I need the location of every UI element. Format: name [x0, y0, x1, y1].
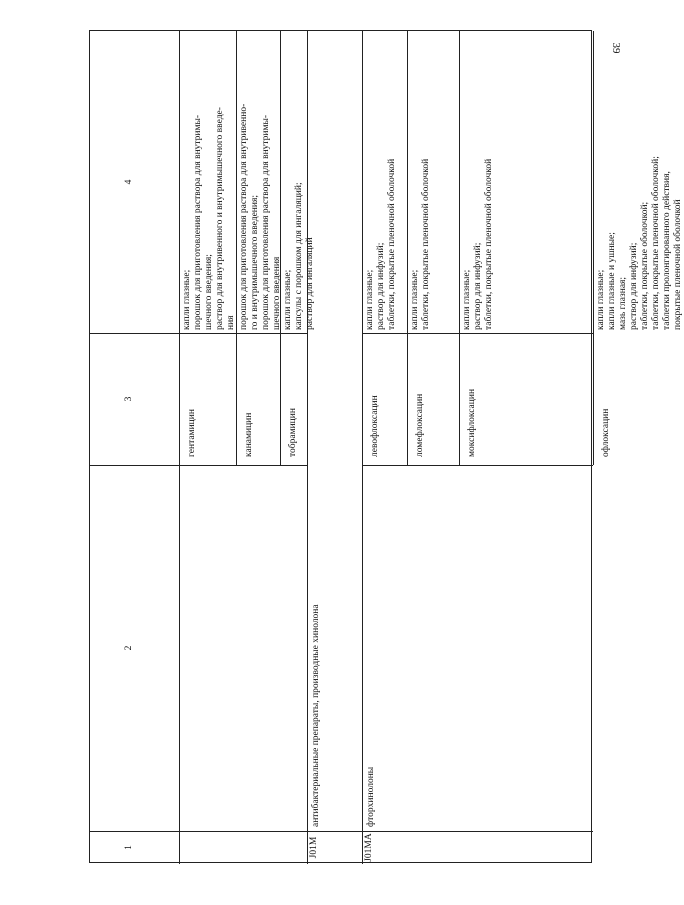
row-5-forms-line: капли глазные; — [410, 269, 420, 330]
row-1-forms-line: порошок для приготовления раствора для внутримы- — [261, 114, 271, 330]
row-4-forms-line: капли глазные; — [365, 269, 375, 330]
header-col2-line: 2 — [124, 645, 134, 651]
row-1-forms-line: шечного введения — [272, 256, 282, 330]
row-6-substance — [467, 341, 478, 457]
row-4-group-line: фторхинолоны — [366, 766, 376, 827]
row-1-substance-line: канамицин — [244, 412, 254, 457]
header-col3-line: 3 — [124, 396, 134, 402]
row-7-forms-line: таблетки пролонгированного действия, — [662, 171, 672, 330]
row-4-forms-line: раствор для инфузий; — [376, 242, 386, 330]
row-1-forms-line: порошок для приготовления раствора для внутривенно- — [239, 103, 249, 330]
header-col4-line: 4 — [124, 179, 134, 185]
row-4-code — [364, 833, 375, 862]
row-7-forms-line: покрытые пленочной оболочкой — [673, 199, 683, 330]
row-3-code — [309, 833, 320, 862]
row-7-forms-line: капли глазные и ушные; — [607, 232, 617, 330]
row-7-forms-line: раствор для инфузий; — [629, 242, 639, 330]
row-7-forms-line: таблетки, покрытые оболочкой; — [640, 201, 650, 330]
row-4-substance — [370, 341, 381, 457]
row-7-forms — [596, 34, 684, 330]
row-6-forms-line: капли глазные; — [462, 269, 472, 330]
row-2-forms-line: капли глазные; — [283, 269, 293, 330]
page-number: 39 — [610, 42, 622, 54]
row-6-forms-line: раствор для инфузий; — [473, 242, 483, 330]
row-5-substance-line: ломефлоксацин — [415, 393, 425, 457]
row-0-forms-line: порошок для приготовления раствора для внутримы- — [193, 114, 203, 330]
row-0-forms-line: раствор для внутривенного и внутримышечного введе- — [215, 107, 225, 330]
row-7-substance-line: офлоксацин — [601, 408, 611, 457]
row-0-forms-line: шечного введения; — [204, 254, 214, 330]
header-col3 — [124, 337, 135, 461]
row-7-forms-line: мазь глазная; — [618, 276, 628, 330]
row-0-substance — [187, 341, 198, 457]
row-5-substance — [415, 341, 426, 457]
row-7-forms-line: капли глазные; — [596, 269, 606, 330]
row-4-group — [366, 469, 377, 827]
row-2-substance — [288, 341, 299, 457]
row-3-code-line: J01M — [309, 836, 319, 859]
row-3-group — [311, 469, 322, 827]
row-6-forms — [462, 34, 495, 330]
row-2-forms-line: капсулы с порошком для ингаляций; — [294, 182, 304, 330]
row-3-group-line: антибактериальные препараты, производные хинолона — [311, 604, 321, 827]
row-0-substance-line: гентамицин — [187, 409, 197, 457]
row-2-forms-line: раствор для ингаляций — [305, 237, 315, 330]
header-col1 — [124, 835, 135, 860]
row-1-substance — [244, 341, 255, 457]
row-0-forms — [182, 34, 237, 330]
row-6-forms-line: таблетки, покрытые пленочной оболочкой — [484, 158, 494, 330]
row-7-substance — [601, 341, 612, 457]
header-col2 — [124, 469, 135, 827]
row-4-forms-line: таблетки, покрытые пленочной оболочкой — [387, 158, 397, 330]
row-4-forms — [365, 34, 398, 330]
row-2-forms — [283, 34, 316, 330]
header-col4 — [124, 35, 135, 329]
row-4-code-line: J01MA — [364, 833, 374, 862]
row-1-forms — [239, 34, 283, 330]
row-0-forms-line: капли глазные; — [182, 269, 192, 330]
header-col1-line: 1 — [124, 845, 134, 850]
row-6-substance-line: моксифлоксацин — [467, 388, 477, 457]
row-2-substance-line: тобрамицин — [288, 408, 298, 457]
row-4-substance-line: левофлоксацин — [370, 395, 380, 457]
row-5-forms — [410, 34, 432, 330]
row-0-forms-line: ния — [226, 315, 236, 330]
row-1-forms-line: го и внутримышечного введения; — [250, 195, 260, 330]
row-5-forms-line: таблетки, покрытые пленочной оболочкой — [421, 158, 431, 330]
row-7-forms-line: таблетки, покрытые пленочной оболочкой; — [651, 156, 661, 330]
